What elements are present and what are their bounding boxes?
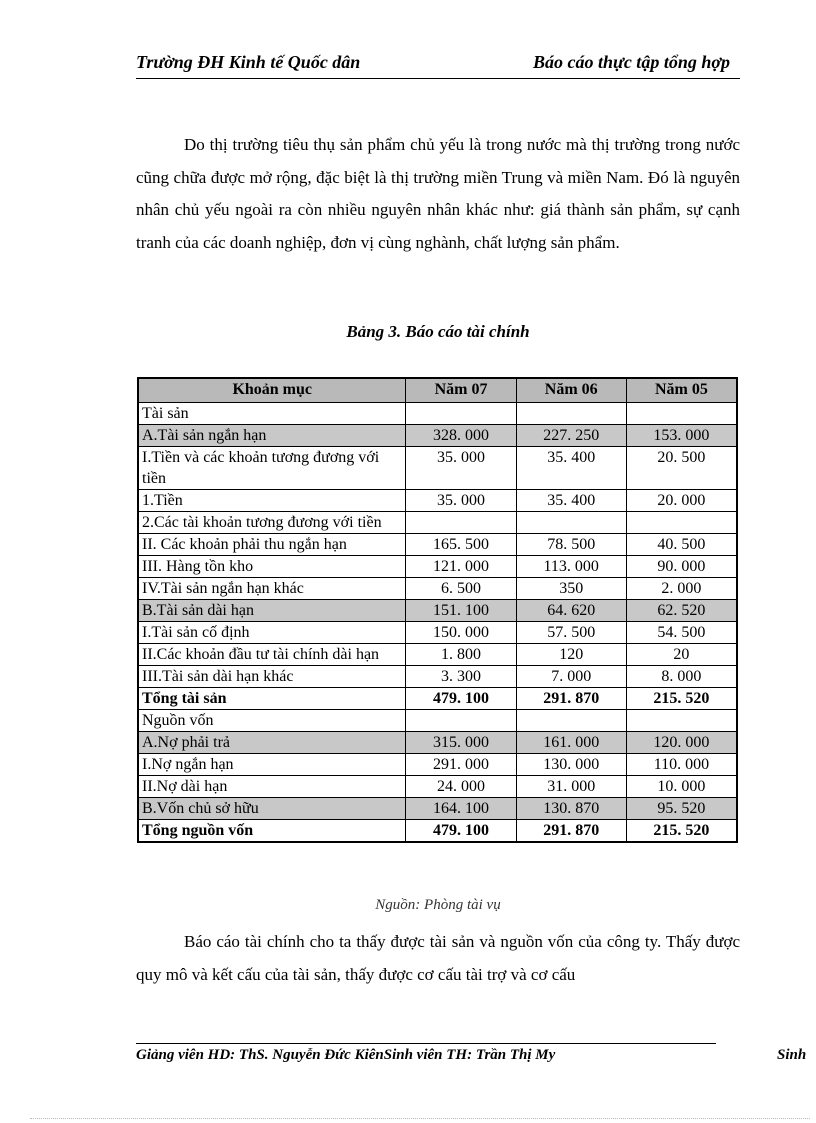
value-cell: 165. 500	[406, 534, 516, 556]
table-row	[138, 425, 737, 447]
value-cell: 24. 000	[406, 776, 516, 798]
value-cell: 291. 000	[406, 754, 516, 776]
footer-divider	[136, 1043, 716, 1044]
value-cell: 110. 000	[626, 754, 737, 776]
value-cell	[406, 710, 516, 732]
value-cell: 291. 870	[516, 688, 626, 710]
table-row	[138, 622, 737, 644]
row-label-cell: B.Tài sản dài hạn	[138, 600, 406, 622]
table-row	[138, 600, 737, 622]
value-cell	[516, 512, 626, 534]
value-cell: 1. 800	[406, 644, 516, 666]
value-cell	[406, 403, 516, 425]
header-university: Trường ĐH Kinh tế Quốc dân	[136, 52, 361, 72]
row-label-cell: Tổng tài sản	[138, 688, 406, 710]
table-row	[138, 644, 737, 666]
table-row	[138, 776, 737, 798]
row-label-cell: 2.Các tài khoản tương đương với tiền	[138, 512, 406, 534]
table-row	[138, 534, 737, 556]
value-cell: 90. 000	[626, 556, 737, 578]
footer-trailing-text: Sinh	[777, 1047, 807, 1063]
value-cell: 291. 870	[516, 820, 626, 843]
body-paragraph-1: Do thị trường tiêu thụ sản phẩm chủ yếu là trong nước mà thị trường trong nước cũng chữa được mở rộng, đặc biệt là thị trường miền Trung và miền Nam. Đó là nguyên nhân chủ yếu ngoài ra còn nhiều nguyên nhân khác như: giá thành sản phẩm, sự cạnh tranh của các doanh nghiệp, đơn vị cùng nghành, chất lượng sản phẩm.	[136, 135, 740, 252]
value-cell: 8. 000	[626, 666, 737, 688]
page-bottom-dotted-line	[30, 1118, 810, 1119]
value-cell: 113. 000	[516, 556, 626, 578]
table-row	[138, 490, 737, 512]
value-cell: 10. 000	[626, 776, 737, 798]
table-row	[138, 732, 737, 754]
value-cell: 20. 500	[626, 447, 737, 490]
value-cell: 150. 000	[406, 622, 516, 644]
value-cell: 2. 000	[626, 578, 737, 600]
value-cell: 57. 500	[516, 622, 626, 644]
table-row	[138, 578, 737, 600]
row-label-cell: II.Nợ dài hạn	[138, 776, 406, 798]
row-label-cell: Tổng nguồn vốn	[138, 820, 406, 843]
header-report-title: Báo cáo thực tập tổng hợp	[533, 52, 730, 72]
column-header-year-06: Năm 06	[516, 378, 626, 403]
value-cell: 35. 000	[406, 490, 516, 512]
row-label-cell: IV.Tài sản ngắn hạn khác	[138, 578, 406, 600]
value-cell: 35. 000	[406, 447, 516, 490]
value-cell: 479. 100	[406, 820, 516, 843]
row-label-cell: I.Tiền và các khoản tương đương với tiền	[138, 447, 406, 490]
value-cell: 161. 000	[516, 732, 626, 754]
value-cell	[626, 710, 737, 732]
value-cell: 130. 000	[516, 754, 626, 776]
table-header-row	[138, 378, 737, 403]
value-cell: 328. 000	[406, 425, 516, 447]
financial-report-table	[137, 377, 738, 843]
table-row	[138, 710, 737, 732]
row-label-cell: 1.Tiền	[138, 490, 406, 512]
row-label-cell: III.Tài sản dài hạn khác	[138, 666, 406, 688]
value-cell: 62. 520	[626, 600, 737, 622]
value-cell: 350	[516, 578, 626, 600]
row-label-cell: Tài sản	[138, 403, 406, 425]
value-cell: 40. 500	[626, 534, 737, 556]
table-row	[138, 666, 737, 688]
value-cell: 3. 300	[406, 666, 516, 688]
value-cell	[626, 512, 737, 534]
row-label-cell: Nguồn vốn	[138, 710, 406, 732]
value-cell: 479. 100	[406, 688, 516, 710]
value-cell: 120	[516, 644, 626, 666]
value-cell: 227. 250	[516, 425, 626, 447]
value-cell: 130. 870	[516, 798, 626, 820]
value-cell	[516, 710, 626, 732]
value-cell: 121. 000	[406, 556, 516, 578]
row-label-cell: III. Hàng tồn kho	[138, 556, 406, 578]
value-cell: 6. 500	[406, 578, 516, 600]
table-row	[138, 820, 737, 843]
value-cell: 95. 520	[626, 798, 737, 820]
footer-credits: Giảng viên HD: ThS. Nguyễn Đức KiênSinh viên TH: Trần Thị My	[136, 1047, 556, 1063]
value-cell: 151. 100	[406, 600, 516, 622]
value-cell: 64. 620	[516, 600, 626, 622]
value-cell	[626, 403, 737, 425]
value-cell: 35. 400	[516, 447, 626, 490]
value-cell: 7. 000	[516, 666, 626, 688]
row-label-cell: A.Tài sản ngắn hạn	[138, 425, 406, 447]
row-label-cell: A.Nợ phải trả	[138, 732, 406, 754]
table-row	[138, 798, 737, 820]
table-caption: Bảng 3. Báo cáo tài chính	[346, 322, 530, 341]
page-header	[136, 50, 740, 79]
column-header-item: Khoản mục	[138, 378, 406, 403]
row-label-cell: II. Các khoản phải thu ngắn hạn	[138, 534, 406, 556]
table-row	[138, 447, 737, 490]
value-cell: 35. 400	[516, 490, 626, 512]
value-cell	[516, 403, 626, 425]
value-cell: 164. 100	[406, 798, 516, 820]
row-label-cell: II.Các khoản đầu tư tài chính dài hạn	[138, 644, 406, 666]
value-cell: 31. 000	[516, 776, 626, 798]
value-cell	[406, 512, 516, 534]
value-cell: 215. 520	[626, 820, 737, 843]
value-cell: 215. 520	[626, 688, 737, 710]
value-cell: 315. 000	[406, 732, 516, 754]
table-row	[138, 556, 737, 578]
column-header-year-07: Năm 07	[406, 378, 516, 403]
row-label-cell: I.Tài sản cố định	[138, 622, 406, 644]
table-row	[138, 403, 737, 425]
value-cell: 54. 500	[626, 622, 737, 644]
body-paragraph-2: Báo cáo tài chính cho ta thấy được tài sản và nguồn vốn của công ty. Thấy được quy mô và kết cấu của tài sản, thấy được cơ cấu tài trợ và cơ cấu	[136, 932, 740, 984]
value-cell: 78. 500	[516, 534, 626, 556]
value-cell: 20	[626, 644, 737, 666]
value-cell: 20. 000	[626, 490, 737, 512]
row-label-cell: I.Nợ ngắn hạn	[138, 754, 406, 776]
value-cell: 153. 000	[626, 425, 737, 447]
row-label-cell: B.Vốn chủ sở hữu	[138, 798, 406, 820]
table-source: Nguồn: Phòng tài vụ	[375, 897, 501, 913]
table-row	[138, 754, 737, 776]
value-cell: 120. 000	[626, 732, 737, 754]
table-row	[138, 688, 737, 710]
table-row	[138, 512, 737, 534]
column-header-year-05: Năm 05	[626, 378, 737, 403]
